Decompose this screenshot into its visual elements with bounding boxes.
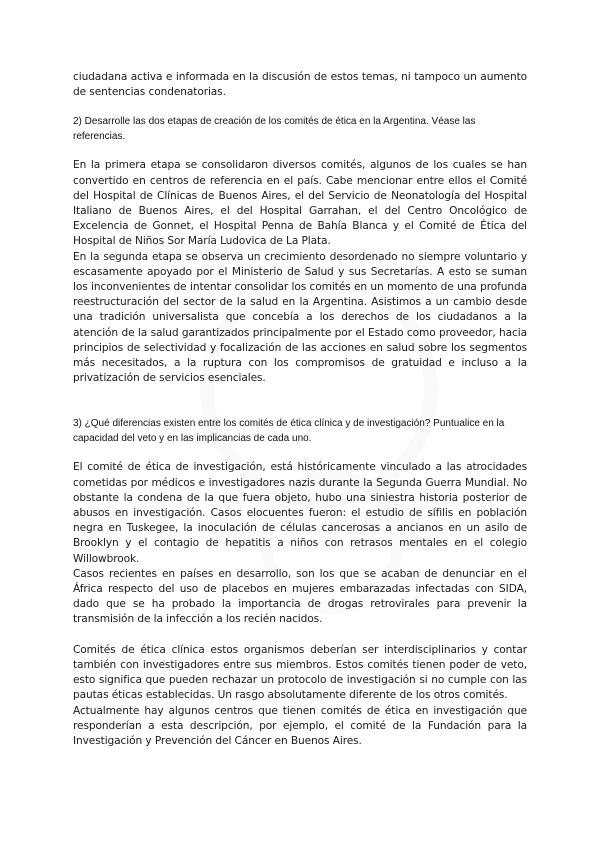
answer-3-paragraph-3: Comités de ética clínica estos organismos deberían ser interdisciplinarios y contar también con investigadores entre sus miembros. Estos comités tienen poder de veto, esto significa que pueden rechazar un protocolo de investigación si no cumple con las pautas éticas establecidas. Un rasgo absolutamente diferente de los otros comités. <box>73 643 527 702</box>
question-3: 3) ¿Qué diferencias existen entre los comités de ética clínica y de investigación? Puntualice en la capacidad del veto y en las implicancias de cada uno. <box>73 418 505 445</box>
answer-3-paragraph-1: El comité de ética de investigación, está históricamente vinculado a las atrocidades cometidas por médicos e investigadores nazis durante la Segunda Guerra Mundial. No obstante la condena de la que fuera objeto, hubo una siniestra historia posterior de abusos en investigación. Casos elocuentes fueron: el estudio de sífilis en población negra en Tuskegee, la inoculación de células cancerosas a ancianos en un asilo de Brooklyn y el contagio de hepatitis a niños con retrasos mentales en el colegio Willowbrook. <box>73 461 527 565</box>
answer-3-paragraph-2: Casos recientes en países en desarrollo, son los que se acaban de denunciar en el África respecto del uso de placebos en mujeres embarazadas infectadas con SIDA, dado que se ha probado la importancia de drogas retrovirales para prevenir la transmisión de la infección a los recién nacidos. <box>73 567 527 626</box>
document-page <box>73 70 527 749</box>
answer-2-paragraph-2: En la segunda etapa se observa un crecimiento desordenado no siempre voluntario y escasamente apoyado por el Ministerio de Salud y sus Secretarías. A esto se suman los inconvenientes de intentar consolidar los comités en un momento de una profunda reestructuración del sector de la salud en la Argentina. Asistimos a un cambio desde una tradición universalista que concebía a los derechos de los ciudadanos a la atención de la salud garantizados principalmente por el Estado como proveedor, hacia principios de selectividad y focalización de las acciones en salud sobre los segmentos más necesitados, a la ruptura con los compromisos de gratuidad e incluso a la privatización de servicios esenciales. <box>73 250 527 385</box>
answer-3-paragraph-4: Actualmente hay algunos centros que tienen comités de ética en investigación que responderían a esta descripción, por ejemplo, el comité de la Fundación para la Investigación y Prevención del Cáncer en Buenos Aires. <box>73 704 527 747</box>
question-2: 2) Desarrolle las dos etapas de creación de los comités de ética en la Argentina. Véase las referencias. <box>73 116 476 143</box>
answer-2-paragraph-1: En la primera etapa se consolidaron diversos comités, algunos de los cuales se han convertido en centros de referencia en el país. Cabe mencionar entre ellos el Comité del Hospital de Clínicas de Buenos Aires, el del Servicio de Neonatología del Hospital Italiano de Buenos Aires, el del Hospital Garrahan, el del Centro Oncológico de Excelencia de Gonnet, el Hospital Penna de Bahía Blanca y el Comité de Ética del Hospital de Niños Sor María Ludovica de La Plata. <box>73 159 527 248</box>
intro-paragraph: ciudadana activa e informada en la discusión de estos temas, ni tampoco un aumento de sentencias condenatorias. <box>73 71 527 99</box>
